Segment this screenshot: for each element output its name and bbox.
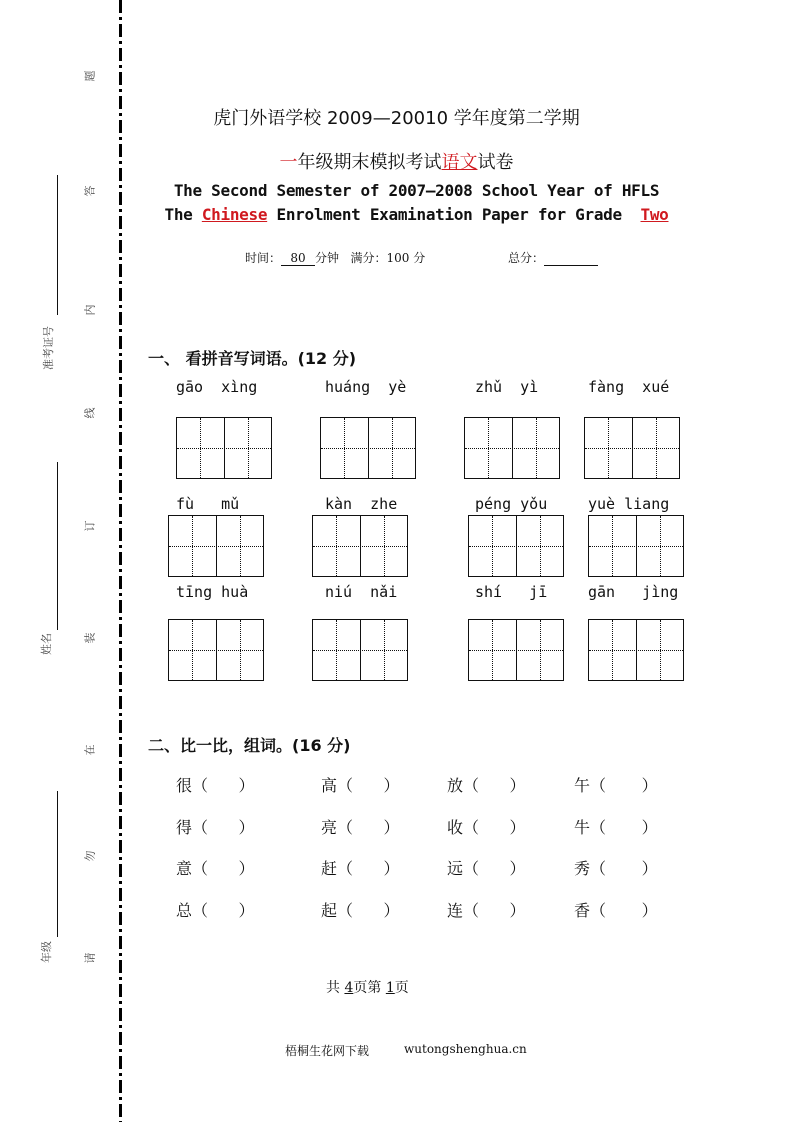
total-score-field[interactable] <box>544 251 598 266</box>
word-blank[interactable]: 香（ ） <box>574 901 658 920</box>
page-total: 4 <box>344 980 354 996</box>
name-line[interactable] <box>57 462 58 630</box>
seal-char: 装 <box>83 632 97 644</box>
writing-grid[interactable] <box>312 515 408 577</box>
page-mid: 页第 <box>353 980 386 996</box>
en-pre: The <box>164 205 202 224</box>
seal-char: 答 <box>83 185 97 197</box>
writing-grid[interactable] <box>176 417 272 479</box>
total-label: 总分： <box>508 251 545 265</box>
pinyin: zhǔ yì <box>475 378 539 396</box>
writing-grid[interactable] <box>468 515 564 577</box>
word-blank[interactable]: 很（ ） <box>176 776 255 795</box>
school-title: 虎门外语学校 2009—20010 学年度第二学期 <box>213 108 580 129</box>
section1-title: 一、 看拼音写词语。(12 分) <box>148 349 357 368</box>
name-label: 姓名 <box>40 633 53 655</box>
exam-info <box>245 249 425 266</box>
writing-grid[interactable] <box>588 619 684 681</box>
pinyin: niú nǎi <box>325 583 398 601</box>
grade-en: Two <box>640 205 669 224</box>
pinyin: gāo xìng <box>176 378 258 396</box>
word-blank[interactable]: 亮（ ） <box>321 818 400 837</box>
grade-cn: 一 <box>279 152 298 173</box>
seal-char: 题 <box>83 70 97 82</box>
seal-char: 勿 <box>83 850 97 862</box>
seal-char: 订 <box>83 520 97 532</box>
writing-grid[interactable] <box>468 619 564 681</box>
grade-label: 年级 <box>40 941 53 963</box>
source-url: wutongshenghua.cn <box>404 1042 527 1056</box>
word-blank[interactable]: 连（ ） <box>447 901 526 920</box>
word-blank[interactable]: 收（ ） <box>447 818 526 837</box>
source-label: 梧桐生花网下载 <box>285 1044 370 1058</box>
word-blank[interactable]: 远（ ） <box>447 859 526 878</box>
writing-grid[interactable] <box>584 417 680 479</box>
word-blank[interactable]: 高（ ） <box>321 776 400 795</box>
pinyin: kàn zhe <box>325 495 398 513</box>
page-post: 页 <box>394 980 409 996</box>
writing-grid[interactable] <box>464 417 560 479</box>
full-score-label: 满分：100 分 <box>350 251 426 265</box>
seal-char: 内 <box>83 304 97 316</box>
exam-title <box>0 148 793 174</box>
subject-en: Chinese <box>201 205 268 224</box>
page-pre: 共 <box>326 980 345 996</box>
pinyin: shí jī <box>475 583 548 601</box>
seal-char: 在 <box>83 744 97 756</box>
writing-grid[interactable] <box>312 619 408 681</box>
pinyin: yuè liang <box>588 495 670 513</box>
time-label: 时间： <box>245 251 282 265</box>
word-blank[interactable]: 赶（ ） <box>321 859 400 878</box>
english-title-2 <box>0 205 793 224</box>
writing-grid[interactable] <box>588 515 684 577</box>
word-blank[interactable]: 意（ ） <box>176 859 255 878</box>
seal-char: 线 <box>83 407 97 419</box>
writing-grid[interactable] <box>168 619 264 681</box>
time-unit: 分钟 <box>315 251 340 265</box>
word-blank[interactable]: 秀（ ） <box>574 859 658 878</box>
pinyin: huáng yè <box>325 378 407 396</box>
grade-line[interactable] <box>57 791 58 937</box>
word-blank[interactable]: 得（ ） <box>176 818 255 837</box>
page-current: 1 <box>385 980 395 996</box>
en-mid: Enrolment Examination Paper for Grade <box>267 205 641 224</box>
seal-char: 请 <box>83 952 97 964</box>
subject-cn: 语文 <box>441 152 478 173</box>
pinyin: tīng huà <box>176 583 249 601</box>
page-indicator <box>326 977 409 997</box>
pinyin: gān jìng <box>588 583 679 601</box>
word-blank[interactable]: 牛（ ） <box>574 818 658 837</box>
pinyin: fàng xué <box>588 378 670 396</box>
total-score <box>508 249 598 266</box>
english-title-1: The Second Semester of 2007—2008 School Year of HFLS <box>173 181 660 200</box>
pinyin: péng yǒu <box>475 495 548 513</box>
exam-id-label: 准考证号 <box>42 326 55 370</box>
word-blank[interactable]: 总（ ） <box>176 901 255 920</box>
exam-title-mid: 年级期末模拟考试 <box>297 152 442 173</box>
writing-grid[interactable] <box>320 417 416 479</box>
word-blank[interactable]: 起（ ） <box>321 901 400 920</box>
time-value: 80 <box>281 251 315 266</box>
exam-title-end: 试卷 <box>477 152 514 173</box>
word-blank[interactable]: 午（ ） <box>574 776 658 795</box>
pinyin: fù mǔ <box>176 495 240 513</box>
word-blank[interactable]: 放（ ） <box>447 776 526 795</box>
writing-grid[interactable] <box>168 515 264 577</box>
section2-title: 二、比一比，组词。(16 分) <box>148 736 351 755</box>
